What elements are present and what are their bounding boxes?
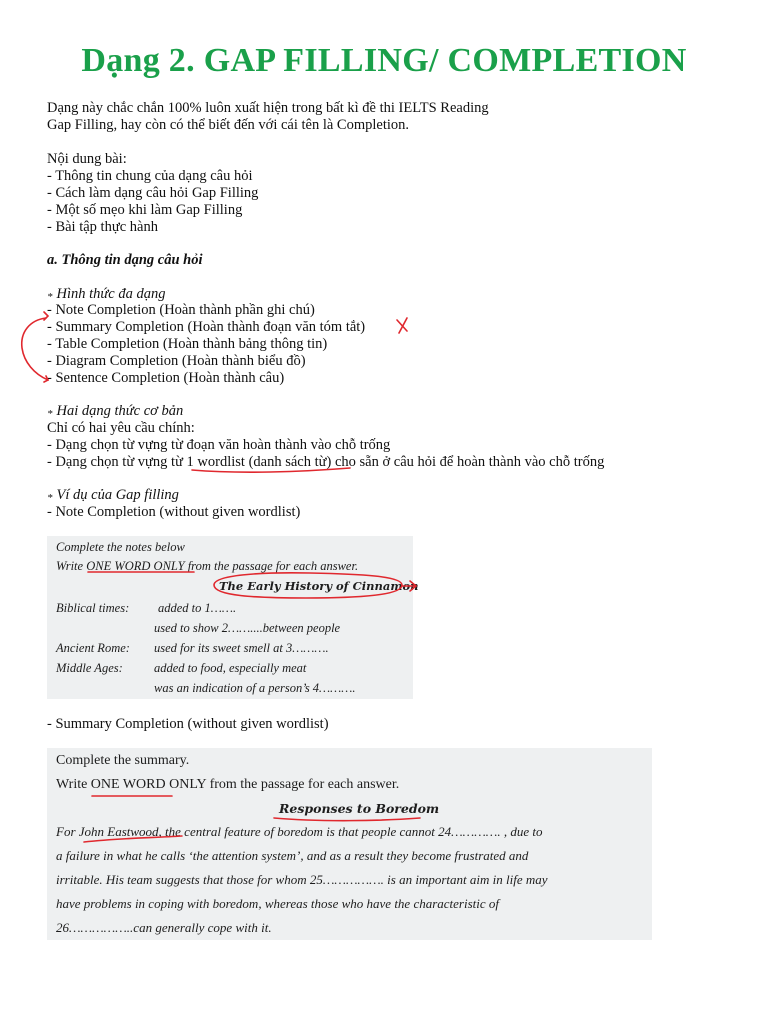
note-row-label: Middle Ages: [56,661,123,675]
contents-item: - Thông tin chung của dạng câu hỏi [47,168,253,184]
summary-line: For John Eastwood, the central feature of boredom is that people cannot 24…………. , due to [56,824,543,839]
form-item: - Diagram Completion (Hoàn thành biểu đồ) [47,353,306,369]
page-title: Dạng 2. GAP FILLING/ COMPLETION [81,42,687,79]
note-row-text: used to show 2……....between people [154,621,341,635]
example-summary-label: - Summary Completion (without given wordlist) [47,716,329,732]
section-a-heading: a. Thông tin dạng câu hỏi [47,252,203,268]
note-row-label: Ancient Rome: [56,641,130,655]
note-row-text: added to food, especially meat [154,661,307,675]
example-heading: * Ví dụ của Gap filling [47,487,179,504]
summary-line: have problems in coping with boredom, whereas those who have the characteristic of [56,896,500,911]
note-row-text: was an indication of a person’s 4………. [154,681,356,695]
summary-instruction-2: Write ONE WORD ONLY from the passage for each answer. [56,777,400,792]
contents-heading: Nội dung bài: [47,151,127,167]
note-instruction-1: Complete the notes below [56,540,185,554]
bracket-mark [22,318,48,380]
bullet-star: * [47,291,53,303]
basic-item: - Dạng chọn từ vựng từ đoạn văn hoàn thành vào chỗ trống [47,437,391,453]
summary-line: 26……………..can generally cope with it. [56,920,272,935]
summary-heading: Responses to Boredom [279,801,440,816]
bullet-star: * [47,492,53,504]
summary-line: irritable. His team suggests that those for whom 25……………. is an important aim in life may [56,872,548,887]
note-row-label: Biblical times: [56,601,130,615]
note-instruction-2: Write ONE WORD ONLY from the passage for each answer. [56,559,359,573]
contents-item: - Bài tập thực hành [47,219,158,235]
note-heading: The Early History of Cinnamon [219,579,419,593]
basic-intro: Chỉ có hai yêu cầu chính: [47,420,195,436]
intro-line-1: Dạng này chắc chắn 100% luôn xuất hiện trong bất kì đề thi IELTS Reading [47,100,489,116]
contents-item: - Một số mẹo khi làm Gap Filling [47,202,243,218]
basic-item: - Dạng chọn từ vựng từ 1 wordlist (danh sách từ) cho sẵn ở câu hỏi để hoàn thành vào chỗ trống [47,454,605,470]
contents-item: - Cách làm dạng câu hỏi Gap Filling [47,185,259,201]
note-row-text: added to 1……. [158,601,237,615]
form-item: - Sentence Completion (Hoàn thành câu) [47,370,285,386]
note-row-text: used for its sweet smell at 3………. [154,641,329,655]
basic-heading: * Hai dạng thức cơ bản [47,403,184,420]
x-mark [397,320,407,331]
forms-heading: * Hình thức đa dạng [47,286,166,303]
form-item: - Summary Completion (Hoàn thành đoạn văn tóm tắt) [47,319,366,335]
summary-instruction-1: Complete the summary. [56,753,190,768]
form-item: - Table Completion (Hoàn thành bảng thông tin) [47,336,328,352]
bullet-star: * [47,408,53,420]
intro-line-2: Gap Filling, hay còn có thể biết đến với cái tên là Completion. [47,117,410,133]
summary-line: a failure in what he calls ‘the attention system’, and as a result they become frustrated and [56,848,529,863]
example-note-label: - Note Completion (without given wordlist) [47,504,301,520]
form-item: - Note Completion (Hoàn thành phần ghi chú) [47,302,315,318]
